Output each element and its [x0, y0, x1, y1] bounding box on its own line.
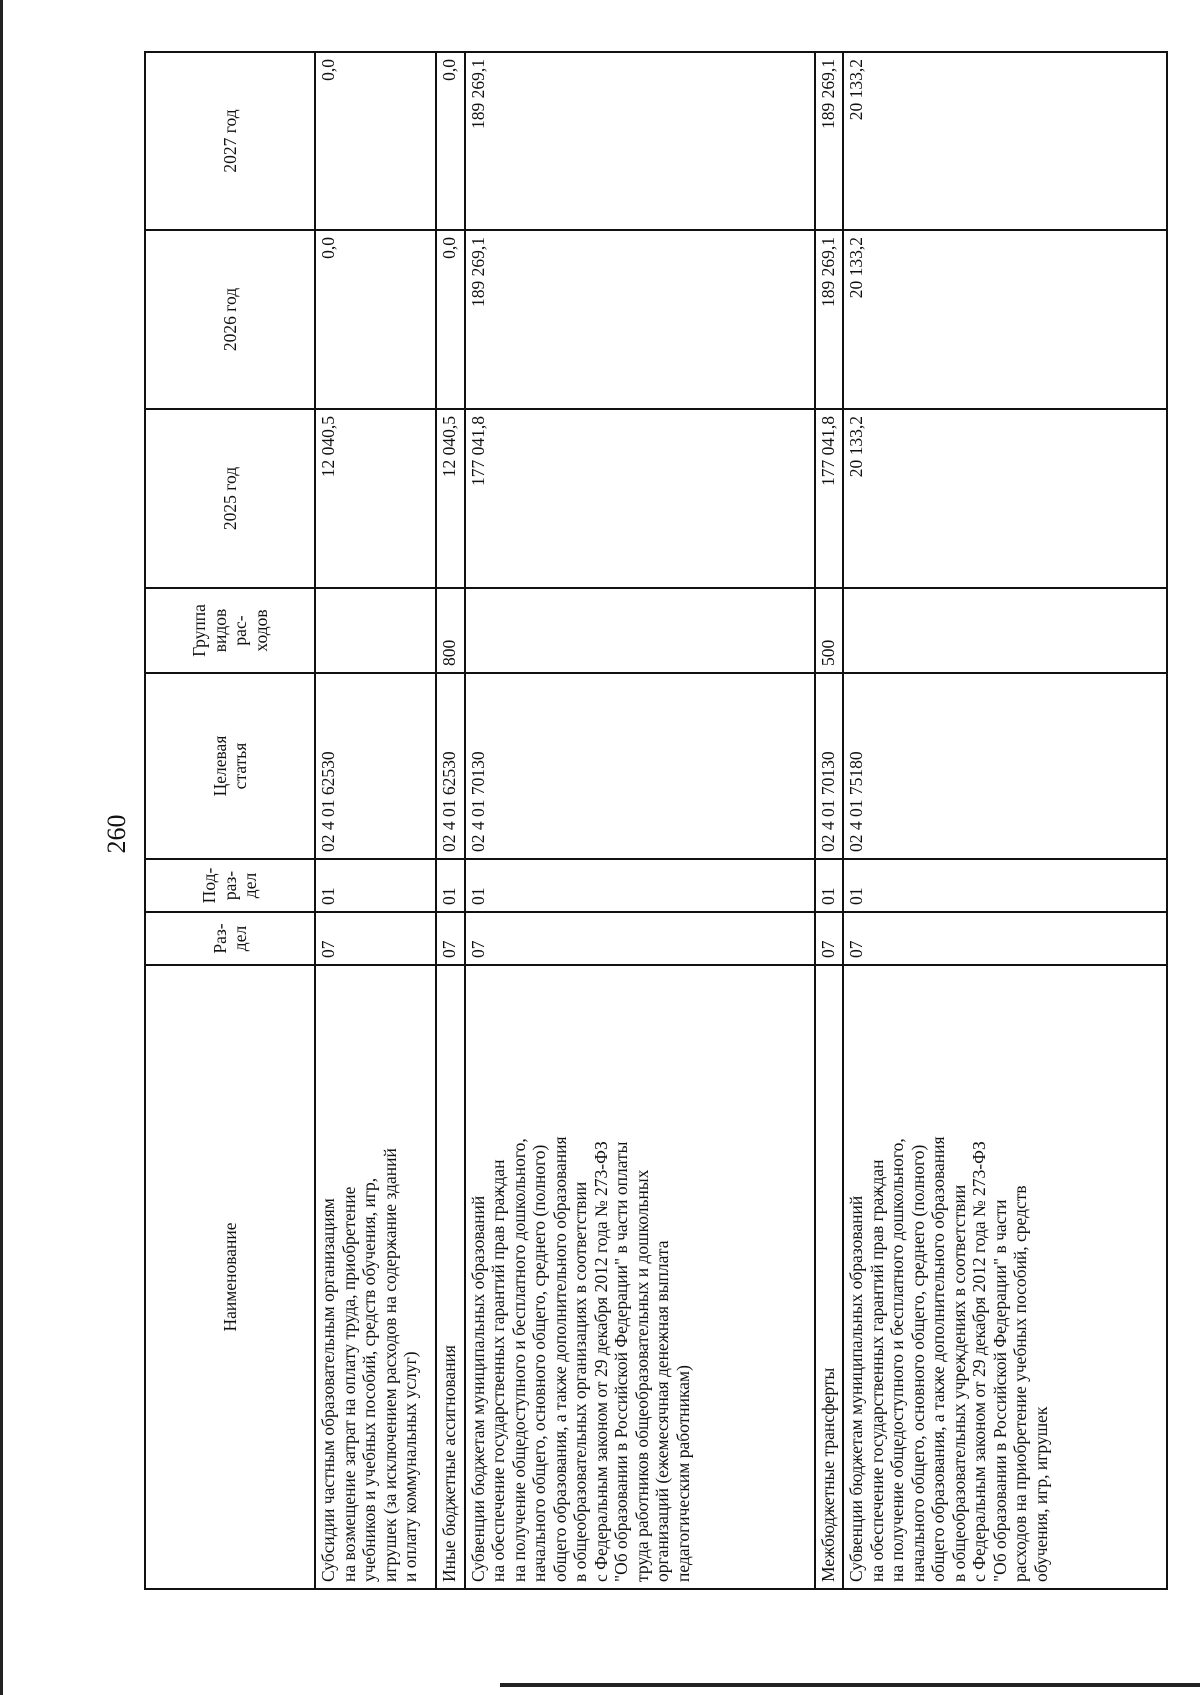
- row-3-name: Субвенции бюджетам муниципальных образований на обеспечение государственных гарантий прав граждан на получение общедоступного и бесплатного дошкольного, начального общего, основного общего, среднего (полного) общего образования, а также дополнительного образования в общеобразовательных организациях в соответствии с Федеральным законом от 29 декабря 2012 года № 273-ФЗ "Об образовании в Российской Федерации" в части оплаты труда работников общеобразовательных и дошкольных организаций (ежемесячная денежная выплата педагогическим работникам): [465, 965, 815, 1589]
- row-3-2026: 189 269,1: [465, 230, 815, 409]
- header-target-text: Целевая статья: [209, 735, 250, 797]
- budget-table: [144, 51, 1168, 1590]
- row-1-razdel: 07: [315, 912, 436, 965]
- budget-table-rotated: [144, 53, 1168, 1590]
- table-row: [815, 52, 844, 1589]
- row-2-group: 800: [436, 588, 465, 673]
- row-2-2026: 0,0: [436, 230, 465, 409]
- row-2-2025: 12 040,5: [436, 409, 465, 588]
- row-2-razdel: 07: [436, 912, 465, 965]
- row-4-2026: 189 269,1: [815, 230, 844, 409]
- row-5-2027: 20 133,2: [843, 52, 1167, 230]
- scan-left-edge: [0, 0, 3, 1695]
- header-razdel: [145, 912, 315, 965]
- row-2-2027: 0,0: [436, 52, 465, 230]
- row-5-group: [843, 588, 1167, 673]
- row-4-razdel: 07: [815, 912, 844, 965]
- row-1-podrazdel: 01: [315, 859, 436, 912]
- header-target: [145, 673, 315, 859]
- header-group: [145, 588, 315, 673]
- row-1-group: [315, 588, 436, 673]
- header-razdel-text: Раз- дел: [209, 923, 250, 954]
- row-3-2027: 189 269,1: [465, 52, 815, 230]
- row-4-name: Межбюджетные трансферты: [815, 965, 844, 1589]
- row-2-podrazdel: 01: [436, 859, 465, 912]
- row-3-podrazdel: 01: [465, 859, 815, 912]
- row-4-2027: 189 269,1: [815, 52, 844, 230]
- page-number: 260: [102, 814, 131, 854]
- table-row: [465, 52, 815, 1589]
- row-1-2027: 0,0: [315, 52, 436, 230]
- row-4-target: 02 4 01 70130: [815, 673, 844, 859]
- header-2025: 2025 год: [145, 409, 315, 588]
- table-row: [843, 52, 1167, 1589]
- table-row: [436, 52, 465, 1589]
- scan-bottom-edge: [500, 1683, 1200, 1687]
- row-5-target: 02 4 01 75180: [843, 673, 1167, 859]
- row-1-2025: 12 040,5: [315, 409, 436, 588]
- row-5-name: Субвенции бюджетам муниципальных образований на обеспечение государственных гарантий прав граждан на получение общедоступного и бесплатного дошкольного, начального общего, основного общего, среднего (полного) общего образования, а также дополнительного образования в общеобразовательных учреждениях в соответствии с Федеральным законом от 29 декабря 2012 года № 273-ФЗ "Об образовании в Российской Федерации" в части расходов на приобретение учебных пособий, средств обучения, игр, игрушек: [843, 965, 1167, 1589]
- row-5-podrazdel: 01: [843, 859, 1167, 912]
- header-2026: 2026 год: [145, 230, 315, 409]
- row-5-2026: 20 133,2: [843, 230, 1167, 409]
- table-row: [315, 52, 436, 1589]
- row-1-2026: 0,0: [315, 230, 436, 409]
- header-group-text: Группа видов рас- ходов: [189, 604, 271, 657]
- row-5-2025: 20 133,2: [843, 409, 1167, 588]
- row-2-target: 02 4 01 62530: [436, 673, 465, 859]
- row-1-name: Субсидии частным образовательным организациям на возмещение затрат на оплату труда, приобретение учебников и учебных пособий, средств обучения, игр, игрушек (за исключением расходов на содержание зданий и оплату коммунальных услуг): [315, 965, 436, 1589]
- row-1-target: 02 4 01 62530: [315, 673, 436, 859]
- row-2-name: Иные бюджетные ассигнования: [436, 965, 465, 1589]
- row-4-podrazdel: 01: [815, 859, 844, 912]
- table-header-row: [145, 52, 315, 1589]
- header-podrazdel-text: Под- раз- дел: [199, 867, 261, 904]
- row-3-razdel: 07: [465, 912, 815, 965]
- header-name: Наименование: [145, 965, 315, 1589]
- row-3-group: [465, 588, 815, 673]
- row-4-2025: 177 041,8: [815, 409, 844, 588]
- row-3-target: 02 4 01 70130: [465, 673, 815, 859]
- row-4-group: 500: [815, 588, 844, 673]
- row-3-2025: 177 041,8: [465, 409, 815, 588]
- header-2027: 2027 год: [145, 52, 315, 230]
- header-podrazdel: [145, 859, 315, 912]
- row-5-razdel: 07: [843, 912, 1167, 965]
